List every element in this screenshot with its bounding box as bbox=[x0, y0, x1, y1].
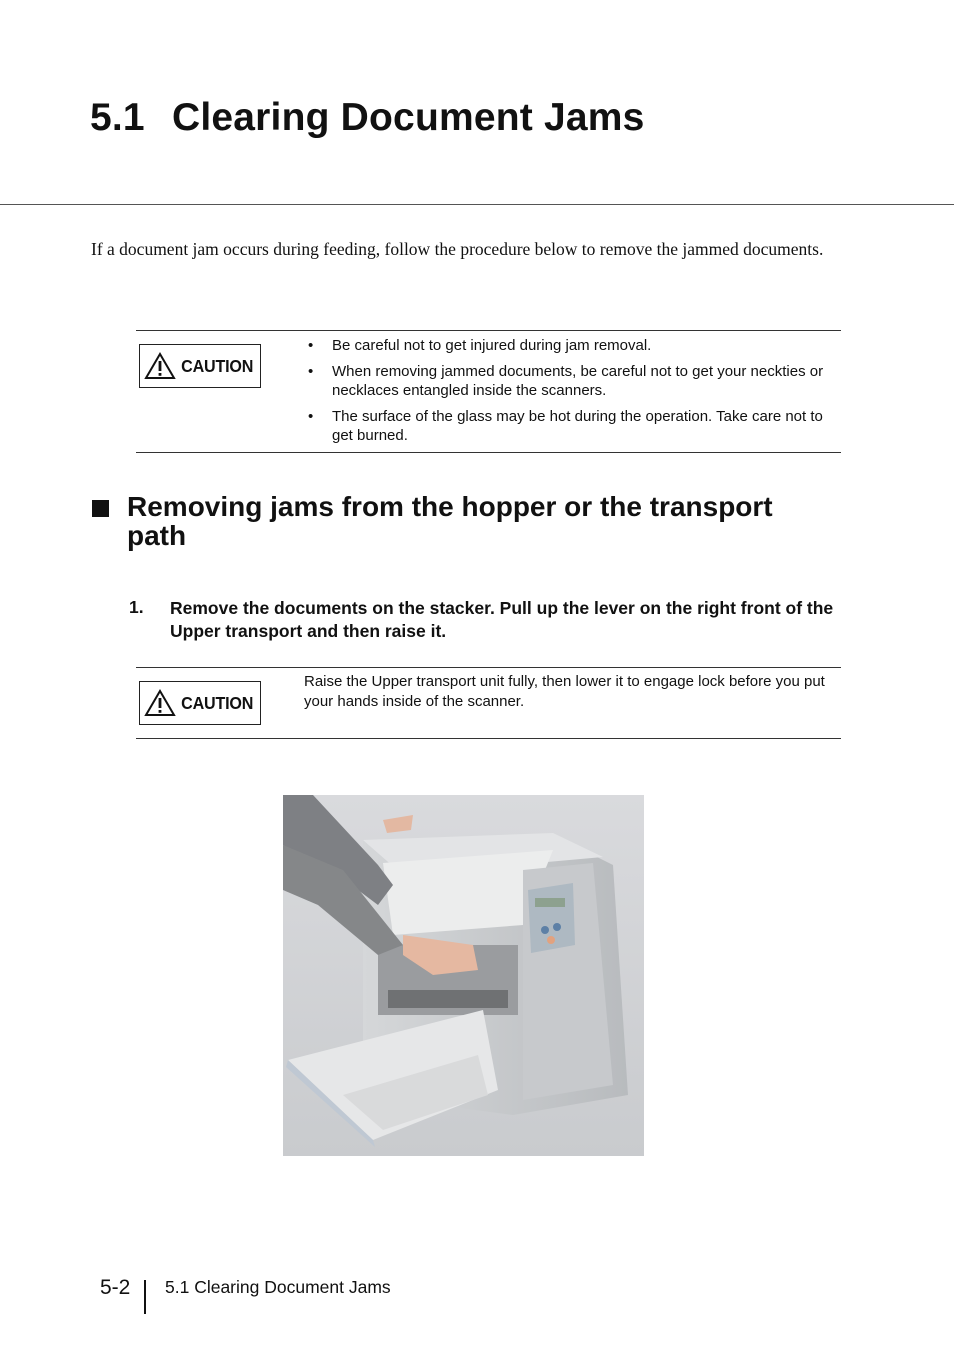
intro-paragraph: If a document jam occurs during feeding, follow the procedure below to remove the jammed documents. bbox=[91, 239, 824, 259]
caution-block-2 bbox=[136, 667, 841, 739]
black-square-icon bbox=[92, 500, 109, 517]
footer-divider bbox=[144, 1280, 146, 1314]
subsection-title: Removing jams from the hopper or the transport path bbox=[127, 491, 773, 551]
scanner-photo bbox=[283, 795, 644, 1156]
list-item: • When removing jammed documents, be careful not to get your neckties or necklaces entangled inside the scanners. bbox=[308, 362, 824, 399]
caution-block-1 bbox=[136, 330, 841, 453]
caution-text: Raise the Upper transport unit fully, then lower it to engage lock before you put your hands inside of the scanner. bbox=[304, 673, 825, 710]
page-title bbox=[90, 96, 645, 140]
running-title: 5.1 Clearing Document Jams bbox=[165, 1277, 391, 1297]
caution-badge bbox=[139, 681, 261, 725]
section-number: 5.1 bbox=[90, 96, 145, 139]
page-number: 5-2 bbox=[100, 1276, 131, 1299]
caution-label: CAUTION bbox=[180, 692, 254, 713]
title-divider bbox=[0, 204, 954, 205]
caution-label: CAUTION bbox=[180, 355, 254, 376]
step-number: 1. bbox=[129, 597, 144, 617]
caution-badge bbox=[139, 344, 261, 388]
list-item: • Be careful not to get injured during jam removal. bbox=[308, 337, 652, 354]
section-title: Clearing Document Jams bbox=[172, 96, 645, 139]
step-text: Remove the documents on the stacker. Pull up the lever on the right front of the Upper transport and then raise it. bbox=[170, 598, 834, 641]
warning-triangle-icon bbox=[144, 689, 176, 717]
caution-bullet-list bbox=[306, 336, 826, 452]
warning-triangle-icon bbox=[144, 352, 176, 380]
list-item: • The surface of the glass may be hot during the operation. Take care not to get burned. bbox=[308, 407, 823, 444]
